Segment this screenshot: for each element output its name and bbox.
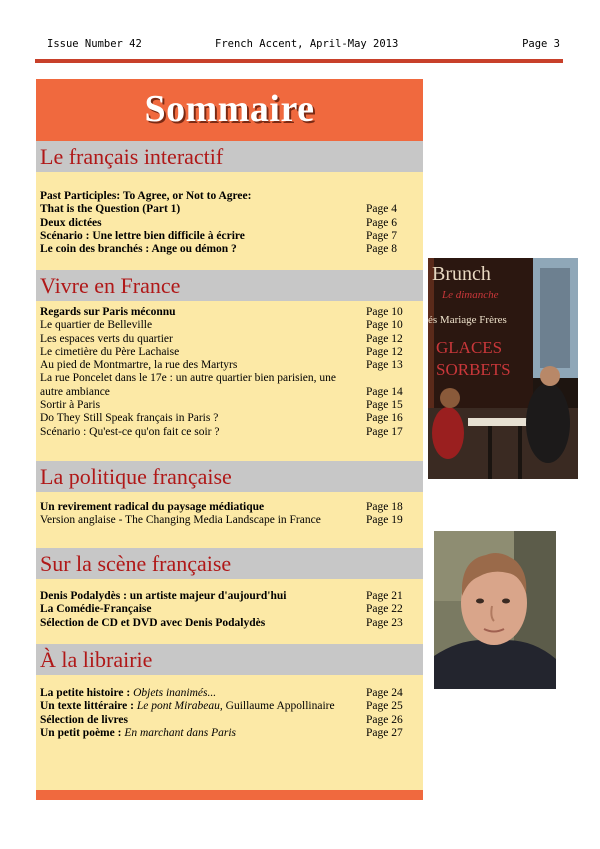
section-heading-bar [36, 461, 423, 492]
toc-entry[interactable] [40, 501, 418, 514]
entry-title: Le coin des branchés : Ange ou démon ? [40, 243, 237, 256]
entry-page: Page 8 [366, 243, 397, 256]
toc-entry[interactable] [40, 727, 418, 740]
entry-title: Regards sur Paris méconnu [40, 306, 176, 318]
entry-page: Page 4 [366, 203, 397, 216]
entry-page: Page 14 [366, 385, 403, 398]
entry-page: Page 12 [366, 345, 403, 358]
toc-entry[interactable] [40, 346, 418, 359]
entry-detail: Objets inanimés... [133, 687, 217, 699]
section-heading: La politique française [40, 464, 232, 489]
entry-page: Page 21 [366, 590, 403, 602]
toc-entry[interactable] [40, 372, 418, 399]
entry-page: Page 7 [366, 229, 397, 242]
toc-entry[interactable] [40, 203, 418, 216]
entry-title: La rue Poncelet dans le 17e : un autre quartier bien parisien, une autre ambiance [40, 372, 337, 398]
sign-glaces: GLACES [436, 338, 503, 357]
section-entries [40, 687, 418, 740]
toc-entry[interactable] [40, 306, 418, 319]
sign-sorbets: SORBETS [436, 360, 511, 379]
entry-title: That is the Question (Part 1) [40, 203, 181, 216]
toc-entry[interactable] [40, 319, 418, 332]
entry-detail: Le pont Mirabeau, [136, 700, 223, 713]
toc-entry[interactable] [40, 399, 418, 412]
entry-title: Les espaces verts du quartier [40, 332, 173, 345]
entry-title: Sélection de livres [40, 713, 128, 726]
toc-entry[interactable] [40, 603, 418, 616]
entry-page: Page 10 [366, 306, 403, 318]
publication-title: French Accent, April-May 2013 [215, 38, 399, 50]
cafe-photo-illustration [428, 258, 578, 479]
toc-entry[interactable] [40, 359, 418, 372]
entry-page: Page 23 [366, 616, 403, 629]
entry-page: Page 10 [366, 319, 403, 332]
toc-title-bar [36, 79, 423, 141]
section-heading-bar [36, 141, 423, 172]
section-heading: Vivre en France [40, 273, 181, 298]
entry-title: Sortir à Paris [40, 399, 101, 412]
portrait-illustration [434, 531, 556, 689]
entry-page: Page 12 [366, 332, 403, 345]
sign-mariage-freres: és Mariage Frères [428, 314, 507, 326]
page-number: Page 3 [522, 38, 560, 50]
entry-title: La Comédie-Française [40, 603, 152, 616]
entry-title: Do They Still Speak français in Paris ? [40, 412, 219, 425]
entry-page: Page 18 [366, 501, 403, 513]
sign-brunch: Brunch [432, 263, 491, 285]
toc-entry[interactable] [40, 243, 418, 256]
toc-title: Sommaire [144, 88, 315, 130]
section-entries [40, 590, 418, 630]
entry-title: Denis Podalydès : un artiste majeur d'aujourd'hui [40, 590, 287, 602]
entry-title [40, 700, 358, 713]
section-entries [40, 501, 418, 528]
page-header [47, 38, 560, 52]
toc-bottom-bar [36, 790, 423, 800]
entry-page: Page 26 [366, 713, 403, 726]
section-heading-bar [36, 270, 423, 301]
toc-entry[interactable] [40, 700, 418, 713]
entry-title: Version anglaise - The Changing Media Landscape in France [40, 514, 321, 527]
toc-entry[interactable] [40, 617, 418, 630]
toc-entry[interactable] [40, 190, 418, 203]
sign-dimanche: Le dimanche [442, 289, 499, 301]
entry-page: Page 25 [366, 700, 403, 713]
toc-entry[interactable] [40, 714, 418, 727]
issue-number: Issue Number 42 [47, 38, 142, 50]
section-heading: Le français interactif [40, 144, 224, 169]
toc-entry[interactable] [40, 333, 418, 346]
entry-title [40, 687, 358, 700]
entry-title: Le cimetière du Père Lachaise [40, 345, 180, 358]
entry-page: Page 13 [366, 359, 403, 372]
section-heading-bar [36, 548, 423, 579]
entry-page: Page 16 [366, 412, 403, 425]
table-of-contents [36, 79, 423, 800]
section-heading: À la librairie [40, 647, 153, 672]
entry-title [40, 727, 358, 740]
entry-title: Le quartier de Belleville [40, 319, 153, 332]
toc-entry[interactable] [40, 217, 418, 230]
toc-entry[interactable] [40, 426, 418, 439]
toc-entry[interactable] [40, 590, 418, 603]
portrait-photo [434, 531, 556, 689]
entry-page: Page 22 [366, 603, 403, 616]
toc-entry[interactable] [40, 514, 418, 527]
entry-page: Page 6 [366, 216, 397, 229]
section-entries [40, 190, 418, 256]
entry-title: Scénario : Qu'est-ce qu'on fait ce soir ? [40, 425, 220, 438]
toc-entry[interactable] [40, 687, 418, 700]
entry-page: Page 17 [366, 425, 403, 438]
toc-entry[interactable] [40, 230, 418, 243]
section-heading: Sur la scène française [40, 551, 232, 576]
entry-author: Guillaume Appollinaire [225, 700, 335, 713]
entry-title: Un revirement radical du paysage médiatique [40, 501, 265, 513]
entry-title: Past Participles: To Agree, or Not to Agree: [40, 190, 252, 202]
entry-detail: En marchant dans Paris [124, 726, 237, 739]
toc-entry[interactable] [40, 412, 418, 425]
entry-page: Page 15 [366, 399, 403, 412]
header-rule [35, 59, 563, 63]
section-entries [40, 306, 418, 439]
cafe-photo [428, 258, 578, 479]
entry-page: Page 24 [366, 687, 403, 699]
entry-title: Au pied de Montmartre, la rue des Martyrs [40, 359, 238, 372]
entry-page: Page 27 [366, 726, 403, 739]
entry-title: Scénario : Une lettre bien difficile à écrire [40, 229, 245, 242]
entry-label: La petite histoire : [40, 687, 131, 699]
entry-title: Sélection de CD et DVD avec Denis Podalydès [40, 616, 266, 629]
entry-label: Un petit poème : [40, 726, 122, 739]
section-heading-bar [36, 644, 423, 675]
entry-page: Page 19 [366, 514, 403, 527]
entry-label: Un texte littéraire : [40, 700, 134, 713]
entry-title: Deux dictées [40, 216, 102, 229]
